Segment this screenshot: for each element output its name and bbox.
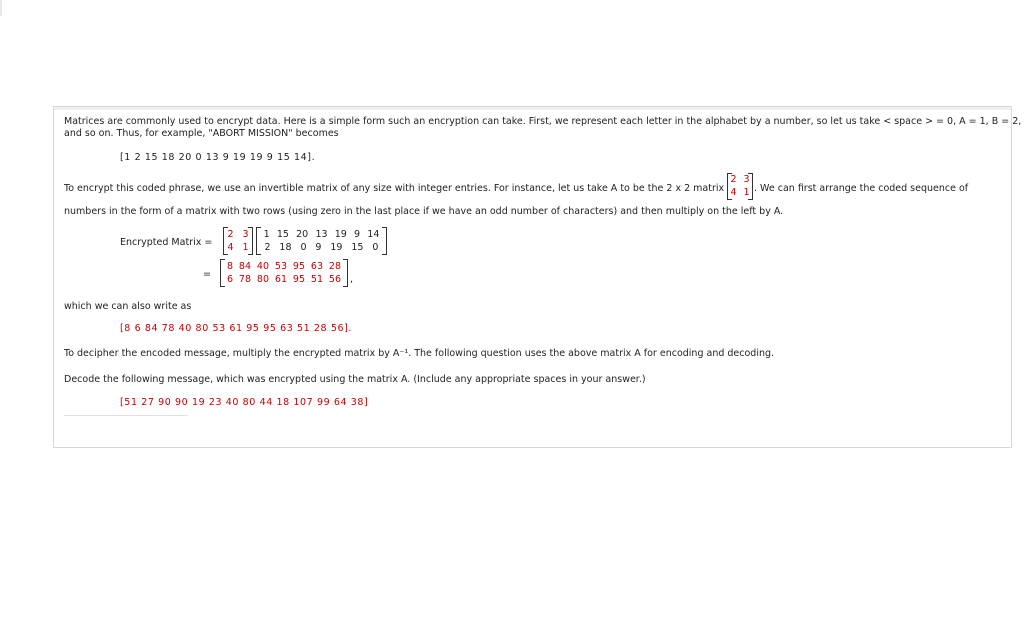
matrix-cell: 80 <box>256 274 269 285</box>
matrix-cell: 14 <box>367 229 380 240</box>
matrix-cell: 19 <box>334 229 347 240</box>
matrix-cell: 20 <box>296 229 309 240</box>
decipher-text: To decipher the encoded message, multiply the encrypted matrix by A⁻¹. The following question uses the above matrix A for encoding and decoding. <box>64 348 775 359</box>
matrix-cell: 78 <box>238 274 251 285</box>
matrix-cell: 9 <box>315 242 322 253</box>
matrix-cell: 63 <box>310 261 323 272</box>
question-text: Decode the following message, which was encrypted using the matrix A. (Include any appropriate spaces in your answer.) <box>64 374 646 385</box>
encrypt-line-a: To encrypt this coded phrase, we use an invertible matrix of any size with integer entries. For instance, let us take A to be the 2 x 2 matrix <box>64 183 725 194</box>
matrix-cell: 95 <box>292 261 305 272</box>
page-edge-mark <box>0 0 2 16</box>
intro-line-2: and so on. Thus, for example, "ABORT MISSION" becomes <box>64 128 339 139</box>
matrix-a <box>223 227 253 255</box>
result-trailing-comma: , <box>350 274 354 285</box>
answer-input[interactable] <box>64 415 188 434</box>
matrix-a-cell: 1 <box>743 187 750 198</box>
matrix-cell: 8 <box>226 261 233 272</box>
matrix-cell: 9 <box>354 229 361 240</box>
matrix-a-cell: 2 <box>730 174 737 185</box>
matrix-a-inline <box>727 173 753 200</box>
also-write-text: which we can also write as <box>64 301 192 312</box>
matrix-cell: 40 <box>256 261 269 272</box>
matrix-a-cell: 3 <box>743 174 750 185</box>
matrix-cell: 15 <box>276 229 289 240</box>
coded-sequence: [1 2 15 18 20 0 13 9 19 19 9 15 14]. <box>120 152 316 163</box>
encrypt-line-c: numbers in the form of a matrix with two rows (using zero in the last place if we have an odd number of characters) and then multiply on the left by A. <box>64 206 784 217</box>
matrix-cell: 15 <box>351 242 364 253</box>
matrix-cell: 51 <box>310 274 323 285</box>
matrix-cell: 2 <box>227 229 234 240</box>
matrix-cell: 4 <box>227 242 234 253</box>
question-panel <box>53 106 1022 448</box>
matrix-cell: 28 <box>328 261 341 272</box>
encrypted-sequence: [8 6 84 78 40 80 53 61 95 95 63 51 28 56]. <box>120 323 353 334</box>
matrix-cell: 53 <box>274 261 287 272</box>
matrix-cell: 2 <box>264 242 271 253</box>
encrypt-line-b: . We can first arrange the coded sequence of <box>754 183 969 194</box>
coded-matrix <box>256 227 387 255</box>
matrix-cell: 13 <box>315 229 328 240</box>
matrix-cell: 0 <box>372 242 379 253</box>
matrix-cell: 18 <box>279 242 292 253</box>
panel-top-divider <box>54 107 1011 110</box>
matrix-cell: 95 <box>292 274 305 285</box>
equals-sign: = <box>203 269 211 280</box>
encoded-message: [51 27 90 90 19 23 40 80 44 18 107 99 64 38] <box>120 397 369 408</box>
matrix-cell: 3 <box>242 229 249 240</box>
matrix-cell: 1 <box>263 229 270 240</box>
matrix-a-cell: 4 <box>730 187 737 198</box>
matrix-cell: 0 <box>300 242 307 253</box>
matrix-cell: 19 <box>330 242 343 253</box>
matrix-cell: 61 <box>274 274 287 285</box>
matrix-cell: 56 <box>328 274 341 285</box>
matrix-cell: 84 <box>238 261 251 272</box>
encrypted-matrix-label: Encrypted Matrix = <box>120 237 213 248</box>
intro-line-1: Matrices are commonly used to encrypt data. Here is a simple form such an encryption can take. First, we represent each letter in the alphabet by a number, so let us take < space > = 0, A = 1, B = 2, <box>64 116 1022 127</box>
matrix-cell: 6 <box>226 274 233 285</box>
result-matrix <box>220 259 348 287</box>
matrix-cell: 1 <box>242 242 249 253</box>
